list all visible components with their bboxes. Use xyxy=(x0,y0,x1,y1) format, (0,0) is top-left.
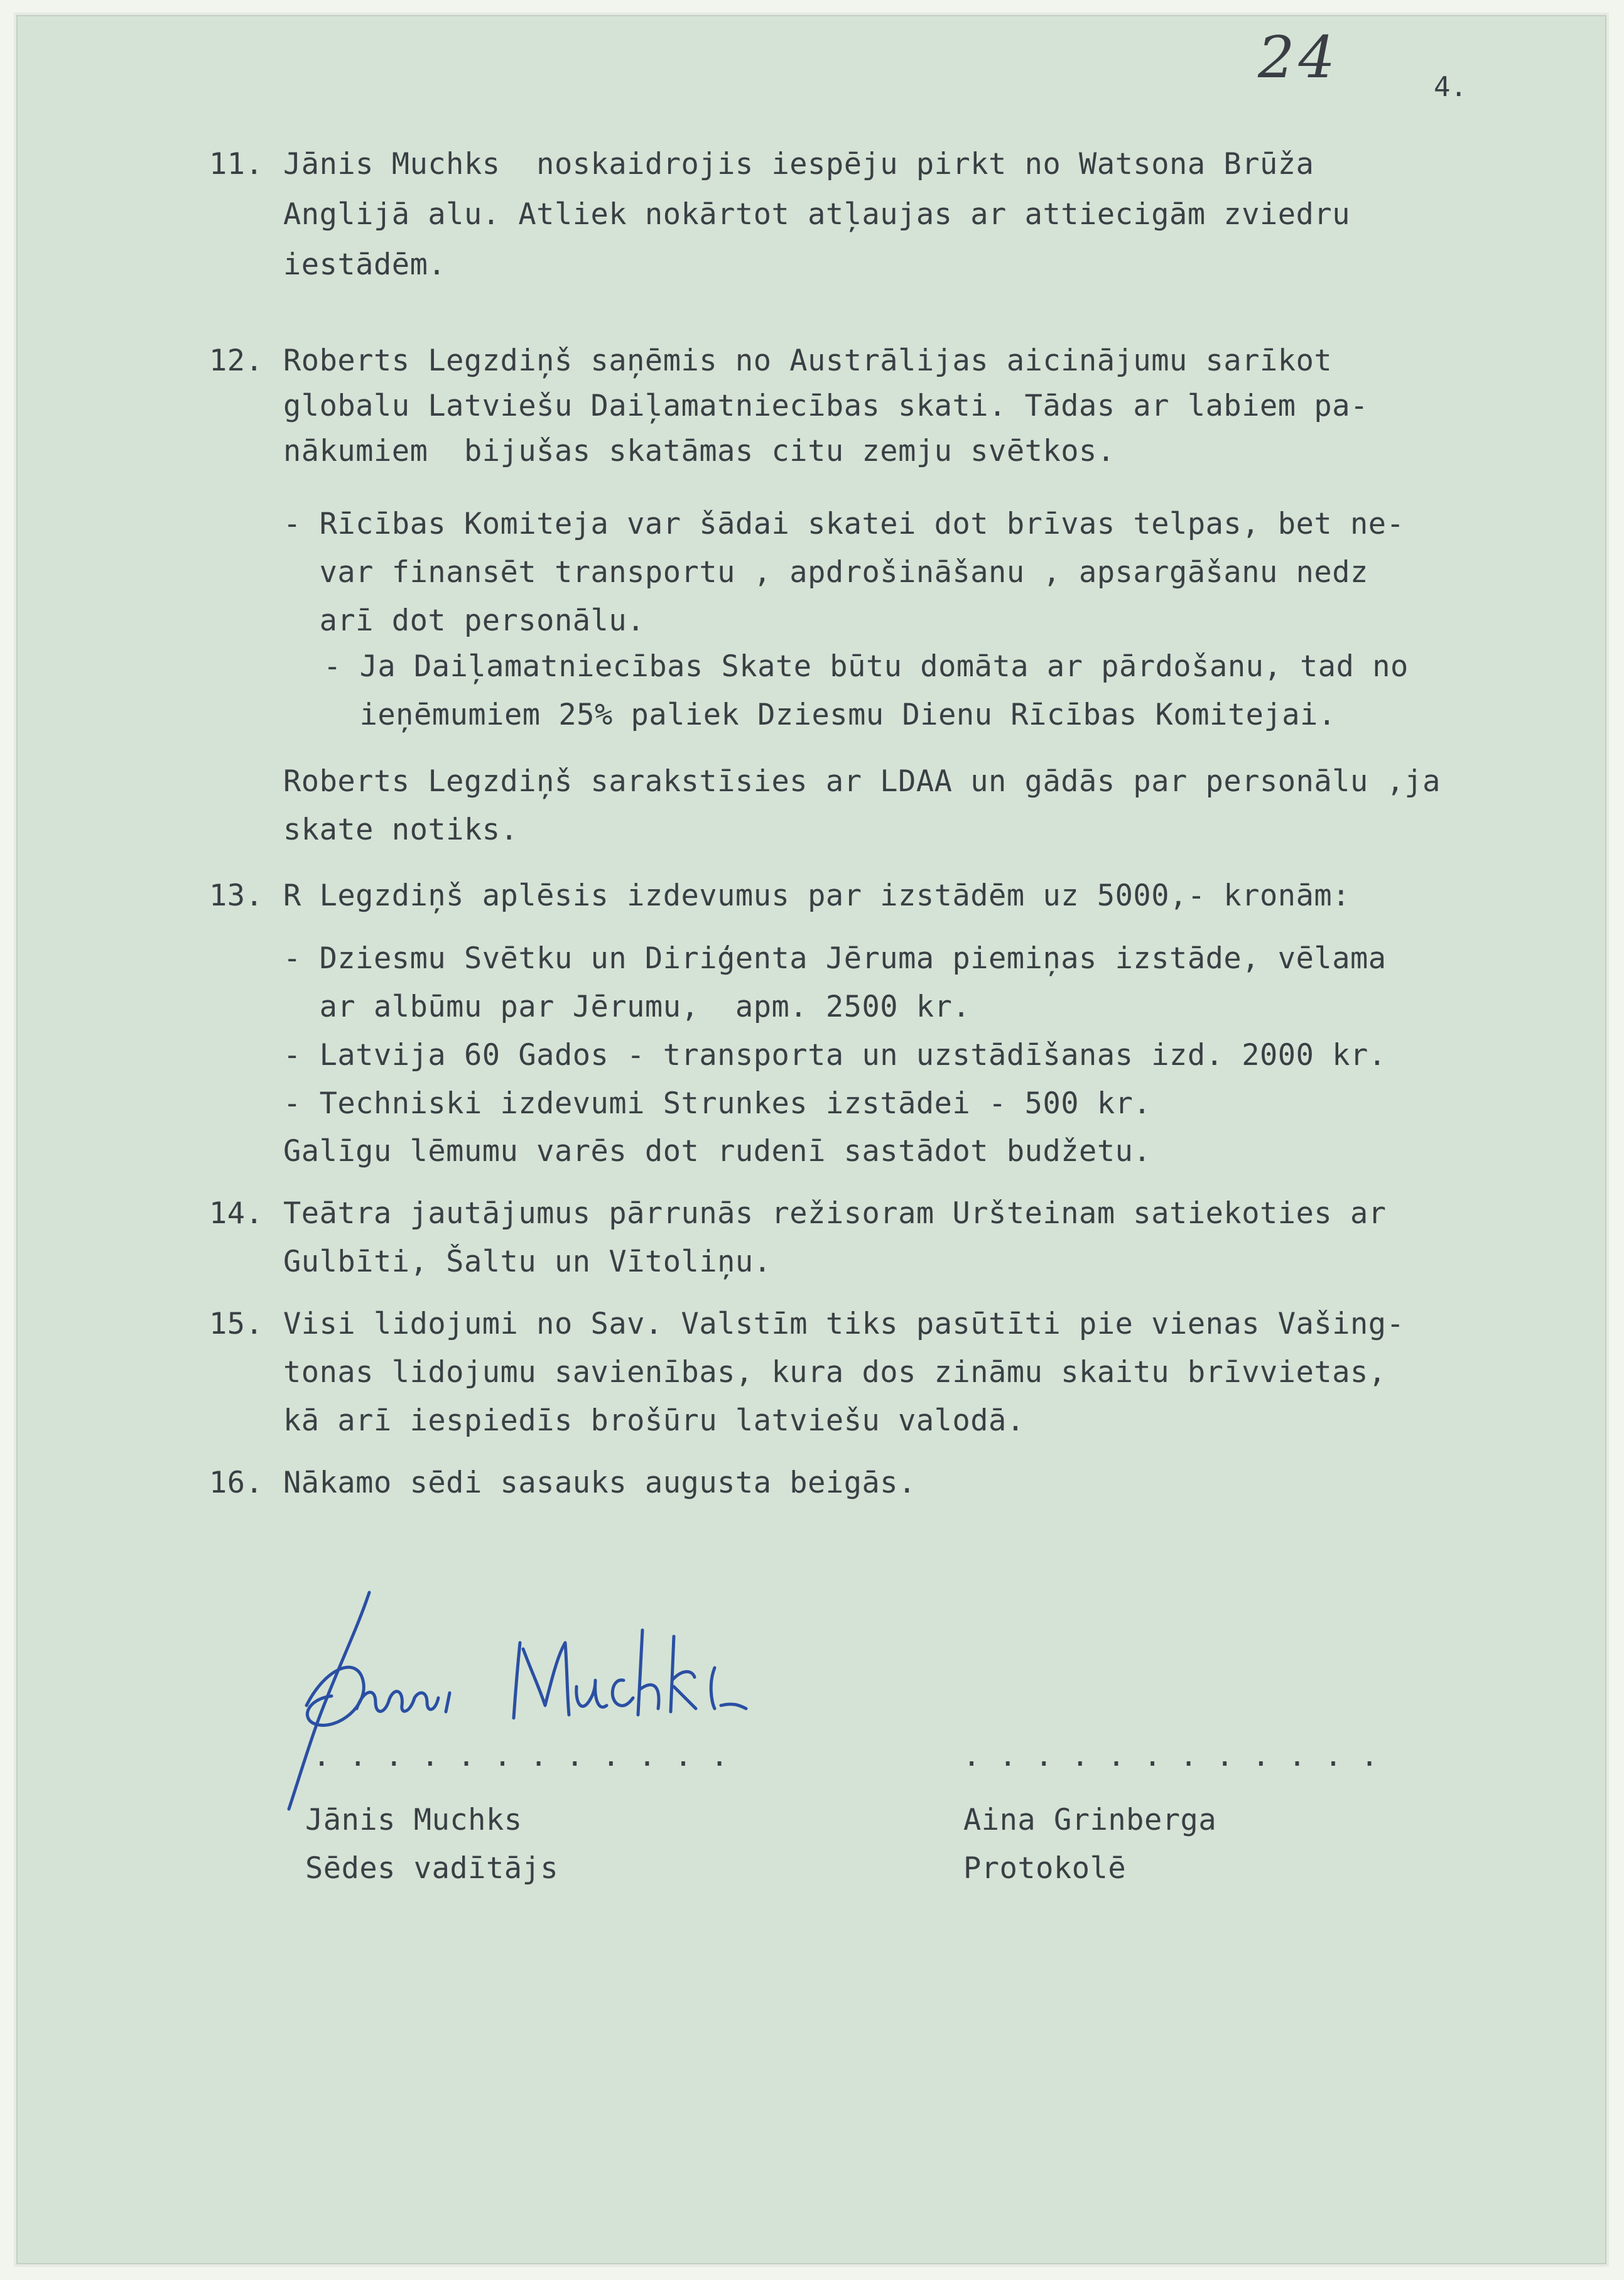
item-line: - Techniski izdevumi Strunkes izstādei - 500 kr. xyxy=(283,1086,1152,1121)
item-number: 14. xyxy=(209,1196,264,1231)
signature-dots-left: . . . . . . . . . . . . xyxy=(313,1739,729,1773)
dash-line: - Ja Daiļamatniecības Skate būtu domāta ar pārdošanu, tad no xyxy=(323,649,1409,684)
item-line: kā arī iespiedīs brošūru latviešu valodā. xyxy=(283,1403,1025,1438)
item-line: Visi lidojumi no Sav. Valstīm tiks pasūtīti pie vienas Vašing- xyxy=(283,1307,1405,1341)
item-line: Roberts Legzdiņš saņēmis no Austrālijas aicinājumu sarīkot xyxy=(283,343,1333,378)
item-number: 15. xyxy=(209,1307,264,1341)
item-line: Nākamo sēdi sasauks augusta beigās. xyxy=(283,1466,916,1500)
item-line: Jānis Muchks noskaidrojis iespēju pirkt no Watsona Brūža xyxy=(283,147,1314,181)
signatory-role-left: Sēdes vadītājs xyxy=(305,1851,559,1886)
item-line: nākumiem bijušas skatāmas citu zemju svētkos. xyxy=(283,434,1115,468)
item-line: Anglijā alu. Atliek nokārtot atļaujas ar attiecigām zviedru xyxy=(283,197,1350,232)
item-number: 12. xyxy=(209,343,264,378)
item-line: R Legzdiņš aplēsis izdevumus par izstādēm uz 5000,- kronām: xyxy=(283,878,1350,913)
dash-line: arī dot personālu. xyxy=(283,603,645,638)
item-number: 11. xyxy=(209,147,264,181)
paper-sheet xyxy=(18,16,1605,2263)
dash-line: ieņēmumiem 25% paliek Dziesmu Dienu Rīcības Komitejai. xyxy=(323,698,1336,732)
page-number: 4. xyxy=(1434,71,1467,103)
signatory-name-right: Aina Grinberga xyxy=(963,1803,1217,1837)
signatory-name-left: Jānis Muchks xyxy=(305,1803,522,1837)
item-line: tonas lidojumu savienības, kura dos zināmu skaitu brīvvietas, xyxy=(283,1355,1387,1390)
item-line: globalu Latviešu Daiļamatniecības skati. Tādas ar labiem pa- xyxy=(283,389,1368,423)
signature-dots-right: . . . . . . . . . . . . xyxy=(963,1739,1379,1773)
dash-line: - Rīcības Komiteja var šādai skatei dot brīvas telpas, bet ne- xyxy=(283,507,1405,541)
item-line: ar albūmu par Jērumu, apm. 2500 kr. xyxy=(283,990,971,1024)
item-line: - Latvija 60 Gados - transporta un uzstādīšanas izd. 2000 kr. xyxy=(283,1038,1387,1072)
item-number: 16. xyxy=(209,1466,264,1500)
item-line: Roberts Legzdiņš sarakstīsies ar LDAA un gādās par personālu ,ja xyxy=(283,764,1441,799)
item-number: 13. xyxy=(209,878,264,913)
item-line: iestādēm. xyxy=(283,247,447,282)
archive-number: 24 xyxy=(1258,24,1340,91)
dash-line: var finansēt transportu , apdrošināšanu , apsargāšanu nedz xyxy=(283,555,1368,590)
item-line: - Dziesmu Svētku un Diriģenta Jēruma piemiņas izstāde, vēlama xyxy=(283,941,1387,976)
item-line: Teātra jautājumus pārrunās režisoram Uršteinam satiekoties ar xyxy=(283,1196,1387,1231)
signatory-role-right: Protokolē xyxy=(963,1851,1127,1886)
item-line: Gulbīti, Šaltu un Vītoliņu. xyxy=(283,1245,772,1279)
handwritten-signature xyxy=(281,1574,834,1825)
item-line: skate notiks. xyxy=(283,813,519,847)
item-line: Galīgu lēmumu varēs dot rudenī sastādot budžetu. xyxy=(283,1134,1152,1169)
